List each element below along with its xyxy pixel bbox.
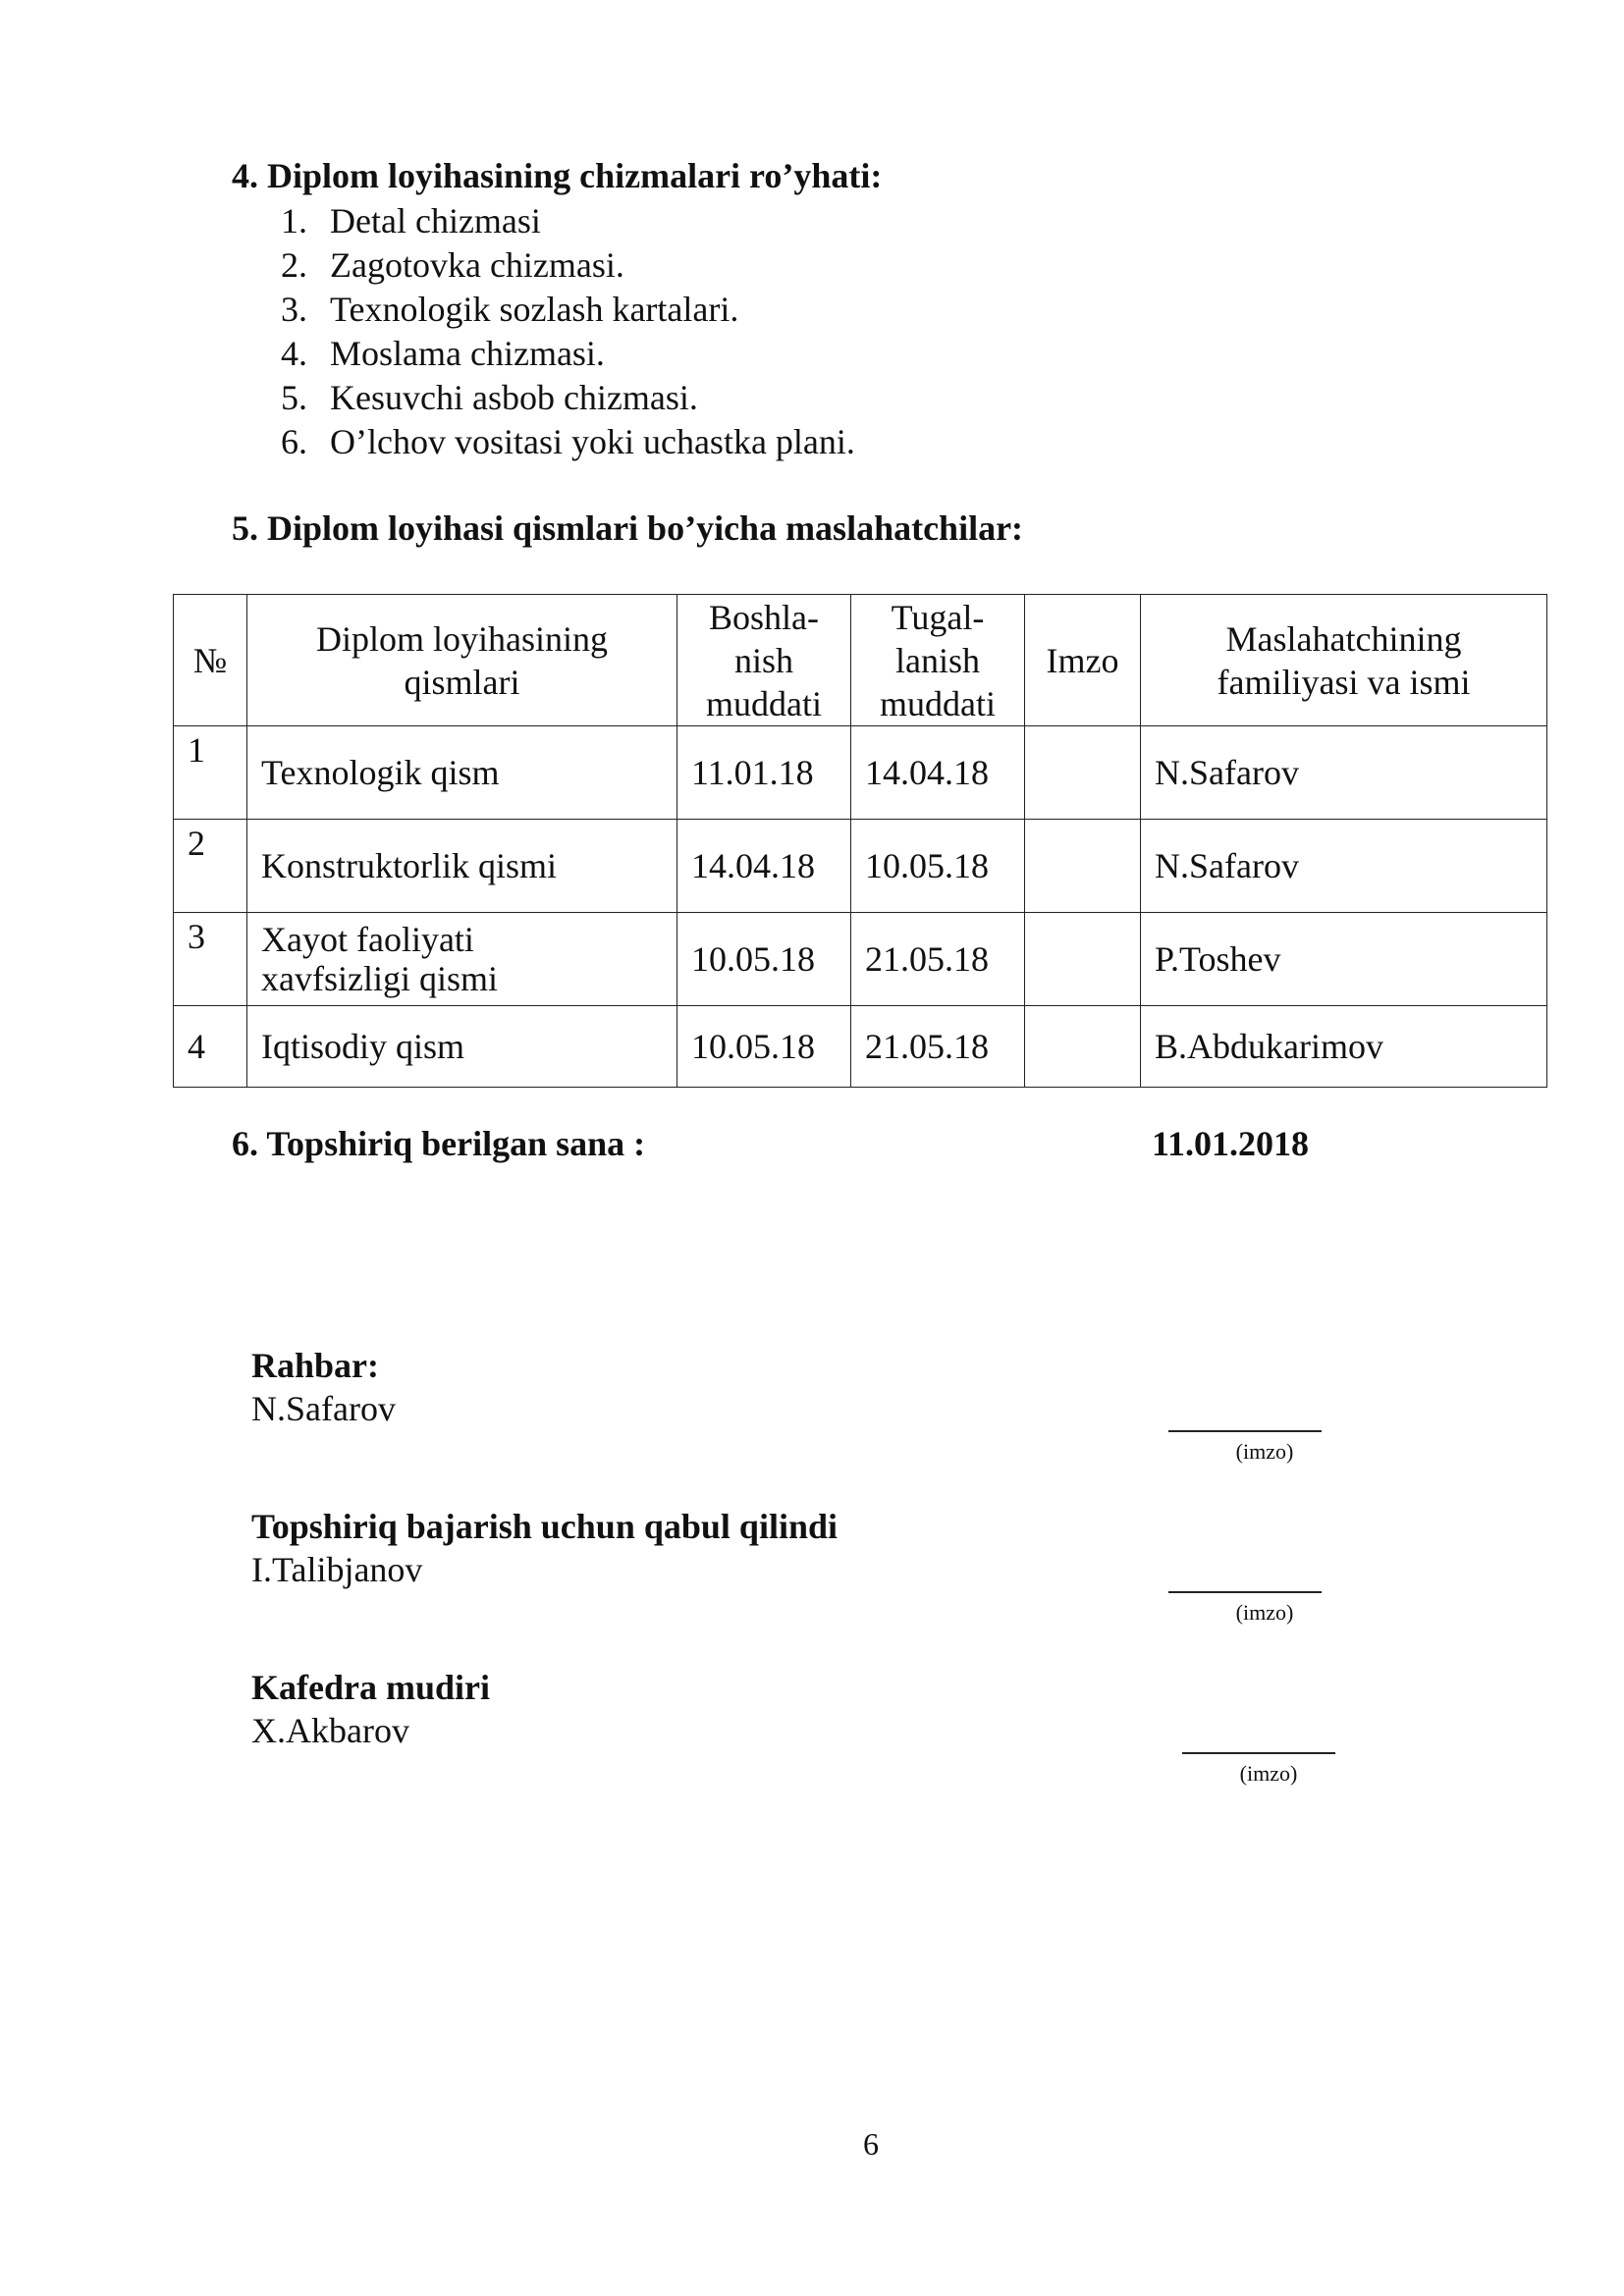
department-head-signature-hint: (imzo): [1239, 1761, 1298, 1786]
list-item-text: Texnologik sozlash kartalari.: [330, 290, 739, 329]
row-consultant: N.Safarov: [1141, 726, 1547, 820]
student-signature-line: [1168, 1591, 1322, 1593]
section-4-heading: 4. Diplom loyihasining chizmalari ro’yhati:: [232, 156, 883, 195]
column-header-consultant: Maslahatchining familiyasi va ismi: [1141, 595, 1547, 726]
column-header-signature: Imzo: [1025, 595, 1141, 726]
list-item-number: 2.: [281, 245, 307, 285]
row-start-date: 10.05.18: [677, 1006, 851, 1088]
list-item: [281, 332, 855, 376]
column-header-start: Boshla- nish muddati: [677, 595, 851, 726]
row-start-date: 14.04.18: [677, 820, 851, 913]
row-end-date: 21.05.18: [851, 913, 1025, 1006]
row-consultant: P.Toshev: [1141, 913, 1547, 1006]
list-item-text: Kesuvchi asbob chizmasi.: [330, 378, 698, 417]
supervisor-name: N.Safarov: [251, 1389, 396, 1428]
row-signature: [1025, 820, 1141, 913]
row-part: Xayot faoliyati xavfsizligi qismi: [247, 913, 677, 1006]
table-row: [174, 913, 1547, 1006]
row-end-date: 21.05.18: [851, 1006, 1025, 1088]
table-row: [174, 1006, 1547, 1088]
column-header-part: Diplom loyihasining qismlari: [247, 595, 677, 726]
table-row: [174, 726, 1547, 820]
row-signature: [1025, 1006, 1141, 1088]
list-item: [281, 199, 855, 243]
list-item-text: Moslama chizmasi.: [330, 334, 605, 373]
row-part: Texnologik qism: [247, 726, 677, 820]
consultants-table: [173, 594, 1547, 1088]
list-item: [281, 376, 855, 420]
list-item-number: 1.: [281, 201, 307, 240]
list-item-text: Zagotovka chizmasi.: [330, 245, 624, 285]
section-5-heading: 5. Diplom loyihasi qismlari bo’yicha maslahatchilar:: [232, 508, 1024, 548]
student-name: I.Talibjanov: [251, 1550, 423, 1589]
supervisor-title: Rahbar:: [251, 1346, 380, 1385]
row-signature: [1025, 726, 1141, 820]
table-row: [174, 820, 1547, 913]
row-start-date: 11.01.18: [677, 726, 851, 820]
page-number: 6: [863, 2126, 879, 2162]
row-number: 3: [174, 913, 247, 1006]
row-consultant: N.Safarov: [1141, 820, 1547, 913]
column-header-number: №: [174, 595, 247, 726]
assignment-date: 11.01.2018: [1152, 1124, 1310, 1163]
list-item-number: 6.: [281, 422, 307, 461]
section-6-heading: 6. Topshiriq berilgan sana :: [232, 1124, 646, 1163]
row-number: 2: [174, 820, 247, 913]
row-number: 1: [174, 726, 247, 820]
list-item: [281, 420, 855, 464]
drawings-list: [281, 199, 855, 464]
student-title: Topshiriq bajarish uchun qabul qilindi: [251, 1507, 838, 1546]
table-header-row: [174, 595, 1547, 726]
list-item: [281, 243, 855, 288]
row-consultant: B.Abdukarimov: [1141, 1006, 1547, 1088]
list-item: [281, 288, 855, 332]
list-item-number: 5.: [281, 378, 307, 417]
department-head-signature-line: [1182, 1752, 1335, 1754]
row-start-date: 10.05.18: [677, 913, 851, 1006]
supervisor-signature-hint: (imzo): [1235, 1439, 1294, 1464]
department-head-name: X.Akbarov: [251, 1711, 409, 1750]
supervisor-signature-line: [1168, 1430, 1322, 1432]
list-item-text: Detal chizmasi: [330, 201, 541, 240]
list-item-number: 4.: [281, 334, 307, 373]
student-signature-hint: (imzo): [1235, 1600, 1294, 1625]
department-head-title: Kafedra mudiri: [251, 1668, 490, 1707]
column-header-end: Tugal- lanish muddati: [851, 595, 1025, 726]
row-part: Konstruktorlik qismi: [247, 820, 677, 913]
row-signature: [1025, 913, 1141, 1006]
list-item-text: O’lchov vositasi yoki uchastka plani.: [330, 422, 855, 461]
row-end-date: 10.05.18: [851, 820, 1025, 913]
row-end-date: 14.04.18: [851, 726, 1025, 820]
row-number: 4: [174, 1006, 247, 1088]
row-part: Iqtisodiy qism: [247, 1006, 677, 1088]
list-item-number: 3.: [281, 290, 307, 329]
